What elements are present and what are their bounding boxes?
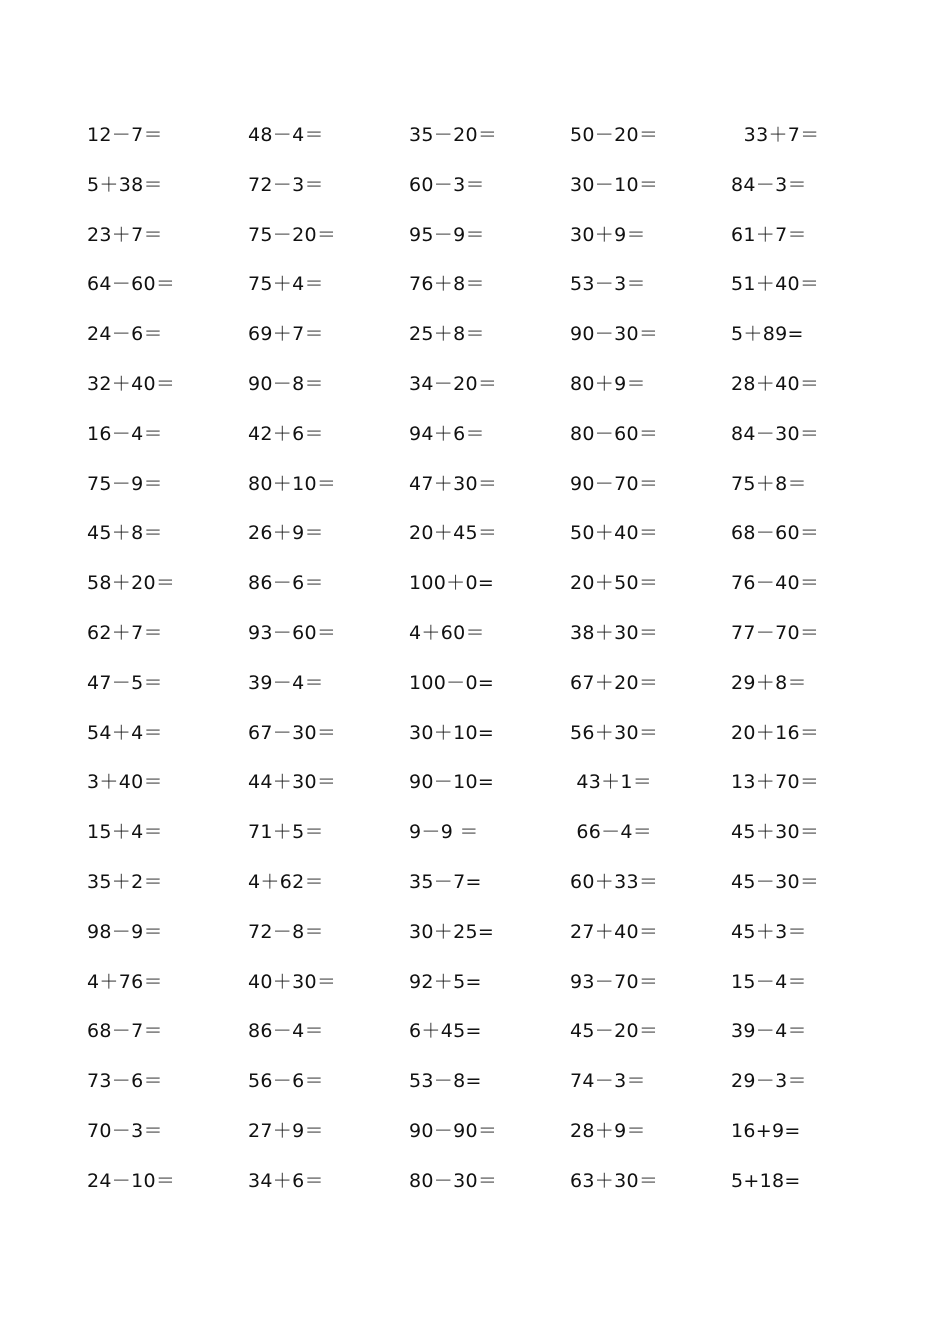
arithmetic-problem: 5＋89= (731, 323, 804, 346)
arithmetic-problem: 61＋7＝ (731, 223, 807, 246)
arithmetic-problem: 68－7＝ (87, 1020, 163, 1043)
arithmetic-problem: 33＋7＝ (731, 124, 820, 146)
arithmetic-problem: 43＋1＝ (570, 771, 653, 794)
arithmetic-problem: 86－6＝ (248, 572, 324, 595)
arithmetic-problem: 74－3＝ (570, 1070, 646, 1093)
arithmetic-problem: 24－10＝ (87, 1169, 176, 1192)
arithmetic-problem: 30＋10= (409, 721, 495, 744)
arithmetic-problem: 40＋30＝ (248, 970, 337, 993)
arithmetic-problem: 76＋8＝ (409, 273, 485, 296)
arithmetic-problem: 30－10＝ (570, 173, 659, 196)
arithmetic-problem: 34－20＝ (409, 372, 498, 395)
arithmetic-problem: 20＋45＝ (409, 522, 498, 545)
arithmetic-problem: 75－20＝ (248, 223, 337, 246)
arithmetic-problem: 35－7= (409, 870, 482, 893)
arithmetic-problem: 20＋50＝ (570, 572, 659, 595)
arithmetic-problem: 30＋25= (409, 920, 495, 943)
arithmetic-problem: 6＋45= (409, 1020, 482, 1043)
arithmetic-problem: 44＋30＝ (248, 771, 337, 794)
arithmetic-problem: 39－4＝ (731, 1020, 807, 1043)
arithmetic-problem: 25＋8＝ (409, 323, 485, 346)
arithmetic-problem: 80＋9＝ (570, 372, 646, 395)
arithmetic-problem: 68－60＝ (731, 522, 820, 545)
arithmetic-problem: 53－3＝ (570, 273, 646, 296)
arithmetic-problem: 20＋16＝ (731, 721, 820, 744)
arithmetic-problem: 5+18= (731, 1169, 801, 1192)
arithmetic-problem: 90－30＝ (570, 323, 659, 346)
arithmetic-problem: 15－4＝ (731, 970, 807, 993)
arithmetic-problem: 93－70＝ (570, 970, 659, 993)
arithmetic-problem: 60－3＝ (409, 173, 485, 196)
arithmetic-problem: 47＋30＝ (409, 472, 498, 495)
arithmetic-problem: 62＋7＝ (87, 621, 163, 644)
arithmetic-problem: 92＋5= (409, 970, 482, 993)
arithmetic-problem: 95－9＝ (409, 223, 485, 246)
arithmetic-problem: 32＋40＝ (87, 372, 176, 395)
arithmetic-problem: 94＋6＝ (409, 422, 485, 445)
arithmetic-problem: 53－8= (409, 1070, 482, 1093)
arithmetic-problem: 84－3＝ (731, 173, 807, 196)
arithmetic-problem: 26＋9＝ (248, 522, 324, 545)
arithmetic-problem: 86－4＝ (248, 1020, 324, 1043)
arithmetic-problem: 80＋10＝ (248, 472, 337, 495)
arithmetic-problem: 50＋40＝ (570, 522, 659, 545)
arithmetic-problem: 80－30＝ (409, 1169, 498, 1192)
arithmetic-problem: 38＋30＝ (570, 621, 659, 644)
arithmetic-problem: 34＋6＝ (248, 1169, 324, 1192)
arithmetic-problem: 13＋70＝ (731, 771, 820, 794)
arithmetic-problem: 51＋40＝ (731, 273, 820, 296)
arithmetic-problem: 47－5＝ (87, 671, 163, 694)
arithmetic-problem: 60＋33＝ (570, 870, 659, 893)
arithmetic-problem: 84－30＝ (731, 422, 820, 445)
arithmetic-problem: 12－7＝ (87, 124, 163, 146)
arithmetic-problem: 80－60＝ (570, 422, 659, 445)
arithmetic-problem: 30＋9＝ (570, 223, 646, 246)
arithmetic-problem: 90－10= (409, 771, 495, 794)
arithmetic-problem: 50－20＝ (570, 124, 659, 146)
arithmetic-problem: 54＋4＝ (87, 721, 163, 744)
arithmetic-problem: 3＋40＝ (87, 771, 163, 794)
arithmetic-problem: 4＋62＝ (248, 870, 324, 893)
arithmetic-problem: 23＋7＝ (87, 223, 163, 246)
arithmetic-problem: 45＋3＝ (731, 920, 807, 943)
arithmetic-problem: 72－3＝ (248, 173, 324, 196)
arithmetic-problem: 42＋6＝ (248, 422, 324, 445)
arithmetic-problem: 70－3＝ (87, 1119, 163, 1142)
arithmetic-problem: 27＋9＝ (248, 1119, 324, 1142)
arithmetic-problem: 90－90＝ (409, 1119, 498, 1142)
arithmetic-problem: 9－9 ＝ (409, 821, 479, 844)
arithmetic-problem: 67－30＝ (248, 721, 337, 744)
arithmetic-problem: 28＋9＝ (570, 1119, 646, 1142)
arithmetic-problem: 71＋5＝ (248, 821, 324, 844)
arithmetic-problem: 90－70＝ (570, 472, 659, 495)
arithmetic-problem: 64－60＝ (87, 273, 176, 296)
arithmetic-problem: 45＋30＝ (731, 821, 820, 844)
arithmetic-problem: 45－30＝ (731, 870, 820, 893)
arithmetic-problem: 67＋20＝ (570, 671, 659, 694)
arithmetic-problem: 56＋30＝ (570, 721, 659, 744)
arithmetic-problem: 28＋40＝ (731, 372, 820, 395)
arithmetic-problem: 39－4＝ (248, 671, 324, 694)
arithmetic-problem: 75＋8＝ (731, 472, 807, 495)
arithmetic-problem: 100＋0= (409, 572, 495, 595)
arithmetic-problem: 93－60＝ (248, 621, 337, 644)
arithmetic-problem: 45－20＝ (570, 1020, 659, 1043)
arithmetic-problem-grid (87, 118, 887, 1214)
arithmetic-problem: 4＋76＝ (87, 970, 163, 993)
arithmetic-problem: 63＋30＝ (570, 1169, 659, 1192)
arithmetic-problem: 4＋60＝ (409, 621, 485, 644)
arithmetic-problem: 98－9＝ (87, 920, 163, 943)
arithmetic-problem: 58＋20＝ (87, 572, 176, 595)
arithmetic-problem: 90－8＝ (248, 372, 324, 395)
arithmetic-problem: 16+9= (731, 1119, 801, 1142)
arithmetic-problem: 24－6＝ (87, 323, 163, 346)
arithmetic-problem: 56－6＝ (248, 1070, 324, 1093)
arithmetic-problem: 75－9＝ (87, 472, 163, 495)
arithmetic-problem: 76－40＝ (731, 572, 820, 595)
arithmetic-problem: 27＋40＝ (570, 920, 659, 943)
arithmetic-problem: 15＋4＝ (87, 821, 163, 844)
arithmetic-problem: 75＋4＝ (248, 273, 324, 296)
arithmetic-problem: 35－20＝ (409, 124, 498, 146)
arithmetic-problem: 66－4＝ (570, 821, 653, 844)
arithmetic-problem: 35＋2＝ (87, 870, 163, 893)
arithmetic-problem: 29＋8＝ (731, 671, 807, 694)
arithmetic-problem: 5＋38＝ (87, 173, 163, 196)
arithmetic-problem: 73－6＝ (87, 1070, 163, 1093)
arithmetic-problem: 69＋7＝ (248, 323, 324, 346)
arithmetic-problem: 16－4＝ (87, 422, 163, 445)
arithmetic-problem: 100－0= (409, 671, 495, 694)
arithmetic-problem: 48－4＝ (248, 124, 324, 146)
arithmetic-problem: 29－3＝ (731, 1070, 807, 1093)
arithmetic-problem: 45＋8＝ (87, 522, 163, 545)
arithmetic-problem: 77－70＝ (731, 621, 820, 644)
arithmetic-problem: 72－8＝ (248, 920, 324, 943)
